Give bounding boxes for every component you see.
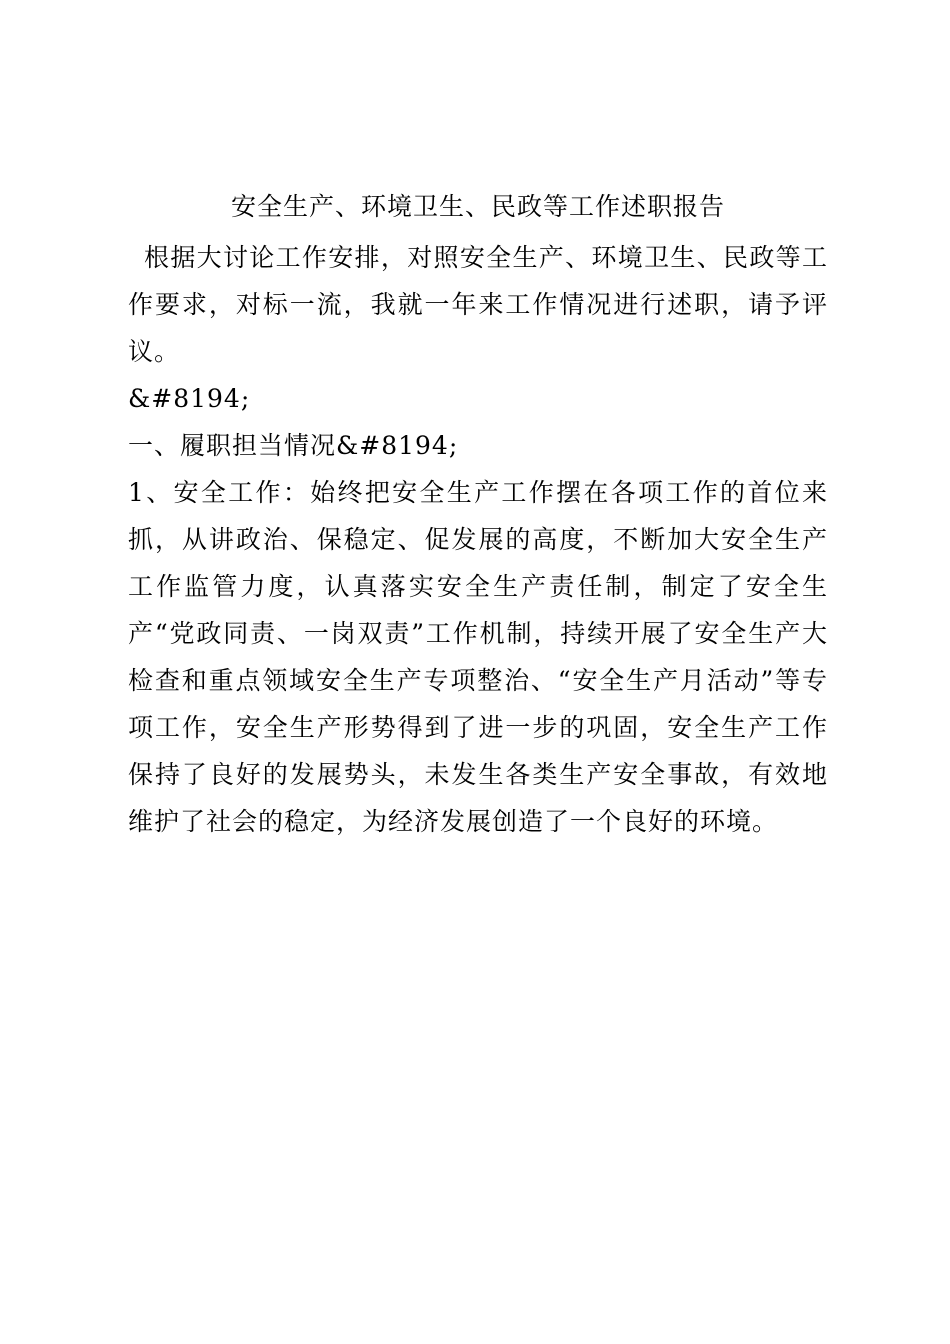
item-1-paragraph: 1、安全工作：始终把安全生产工作摆在各项工作的首位来抓，从讲政治、保稳定、促发展的高度，不断加大安全生产工作监管力度，认真落实安全生产责任制，制定了安全生产“党政同责、一岗双责”工作机制，持续开展了安全生产大检查和重点领域安全生产专项整治、“安全生产月活动”等专项工作，安全生产形势得到了进一步的巩固，安全生产工作保持了良好的发展势头，未发生各类生产安全事故，有效地维护了社会的稳定，为经济发展创造了一个良好的环境。 <box>128 478 828 836</box>
intro-paragraph: 根据大讨论工作安排，对照安全生产、环境卫生、民政等工作要求，对标一流，我就一年来工作情况进行述职，请予评议。 <box>128 243 828 366</box>
entity-line: &#8194; <box>128 384 251 413</box>
document-title: 安全生产、环境卫生、民政等工作述职报告 <box>230 192 725 221</box>
section-heading-1: 一、履职担当情况&#8194; <box>128 431 459 460</box>
document-body <box>128 186 828 845</box>
